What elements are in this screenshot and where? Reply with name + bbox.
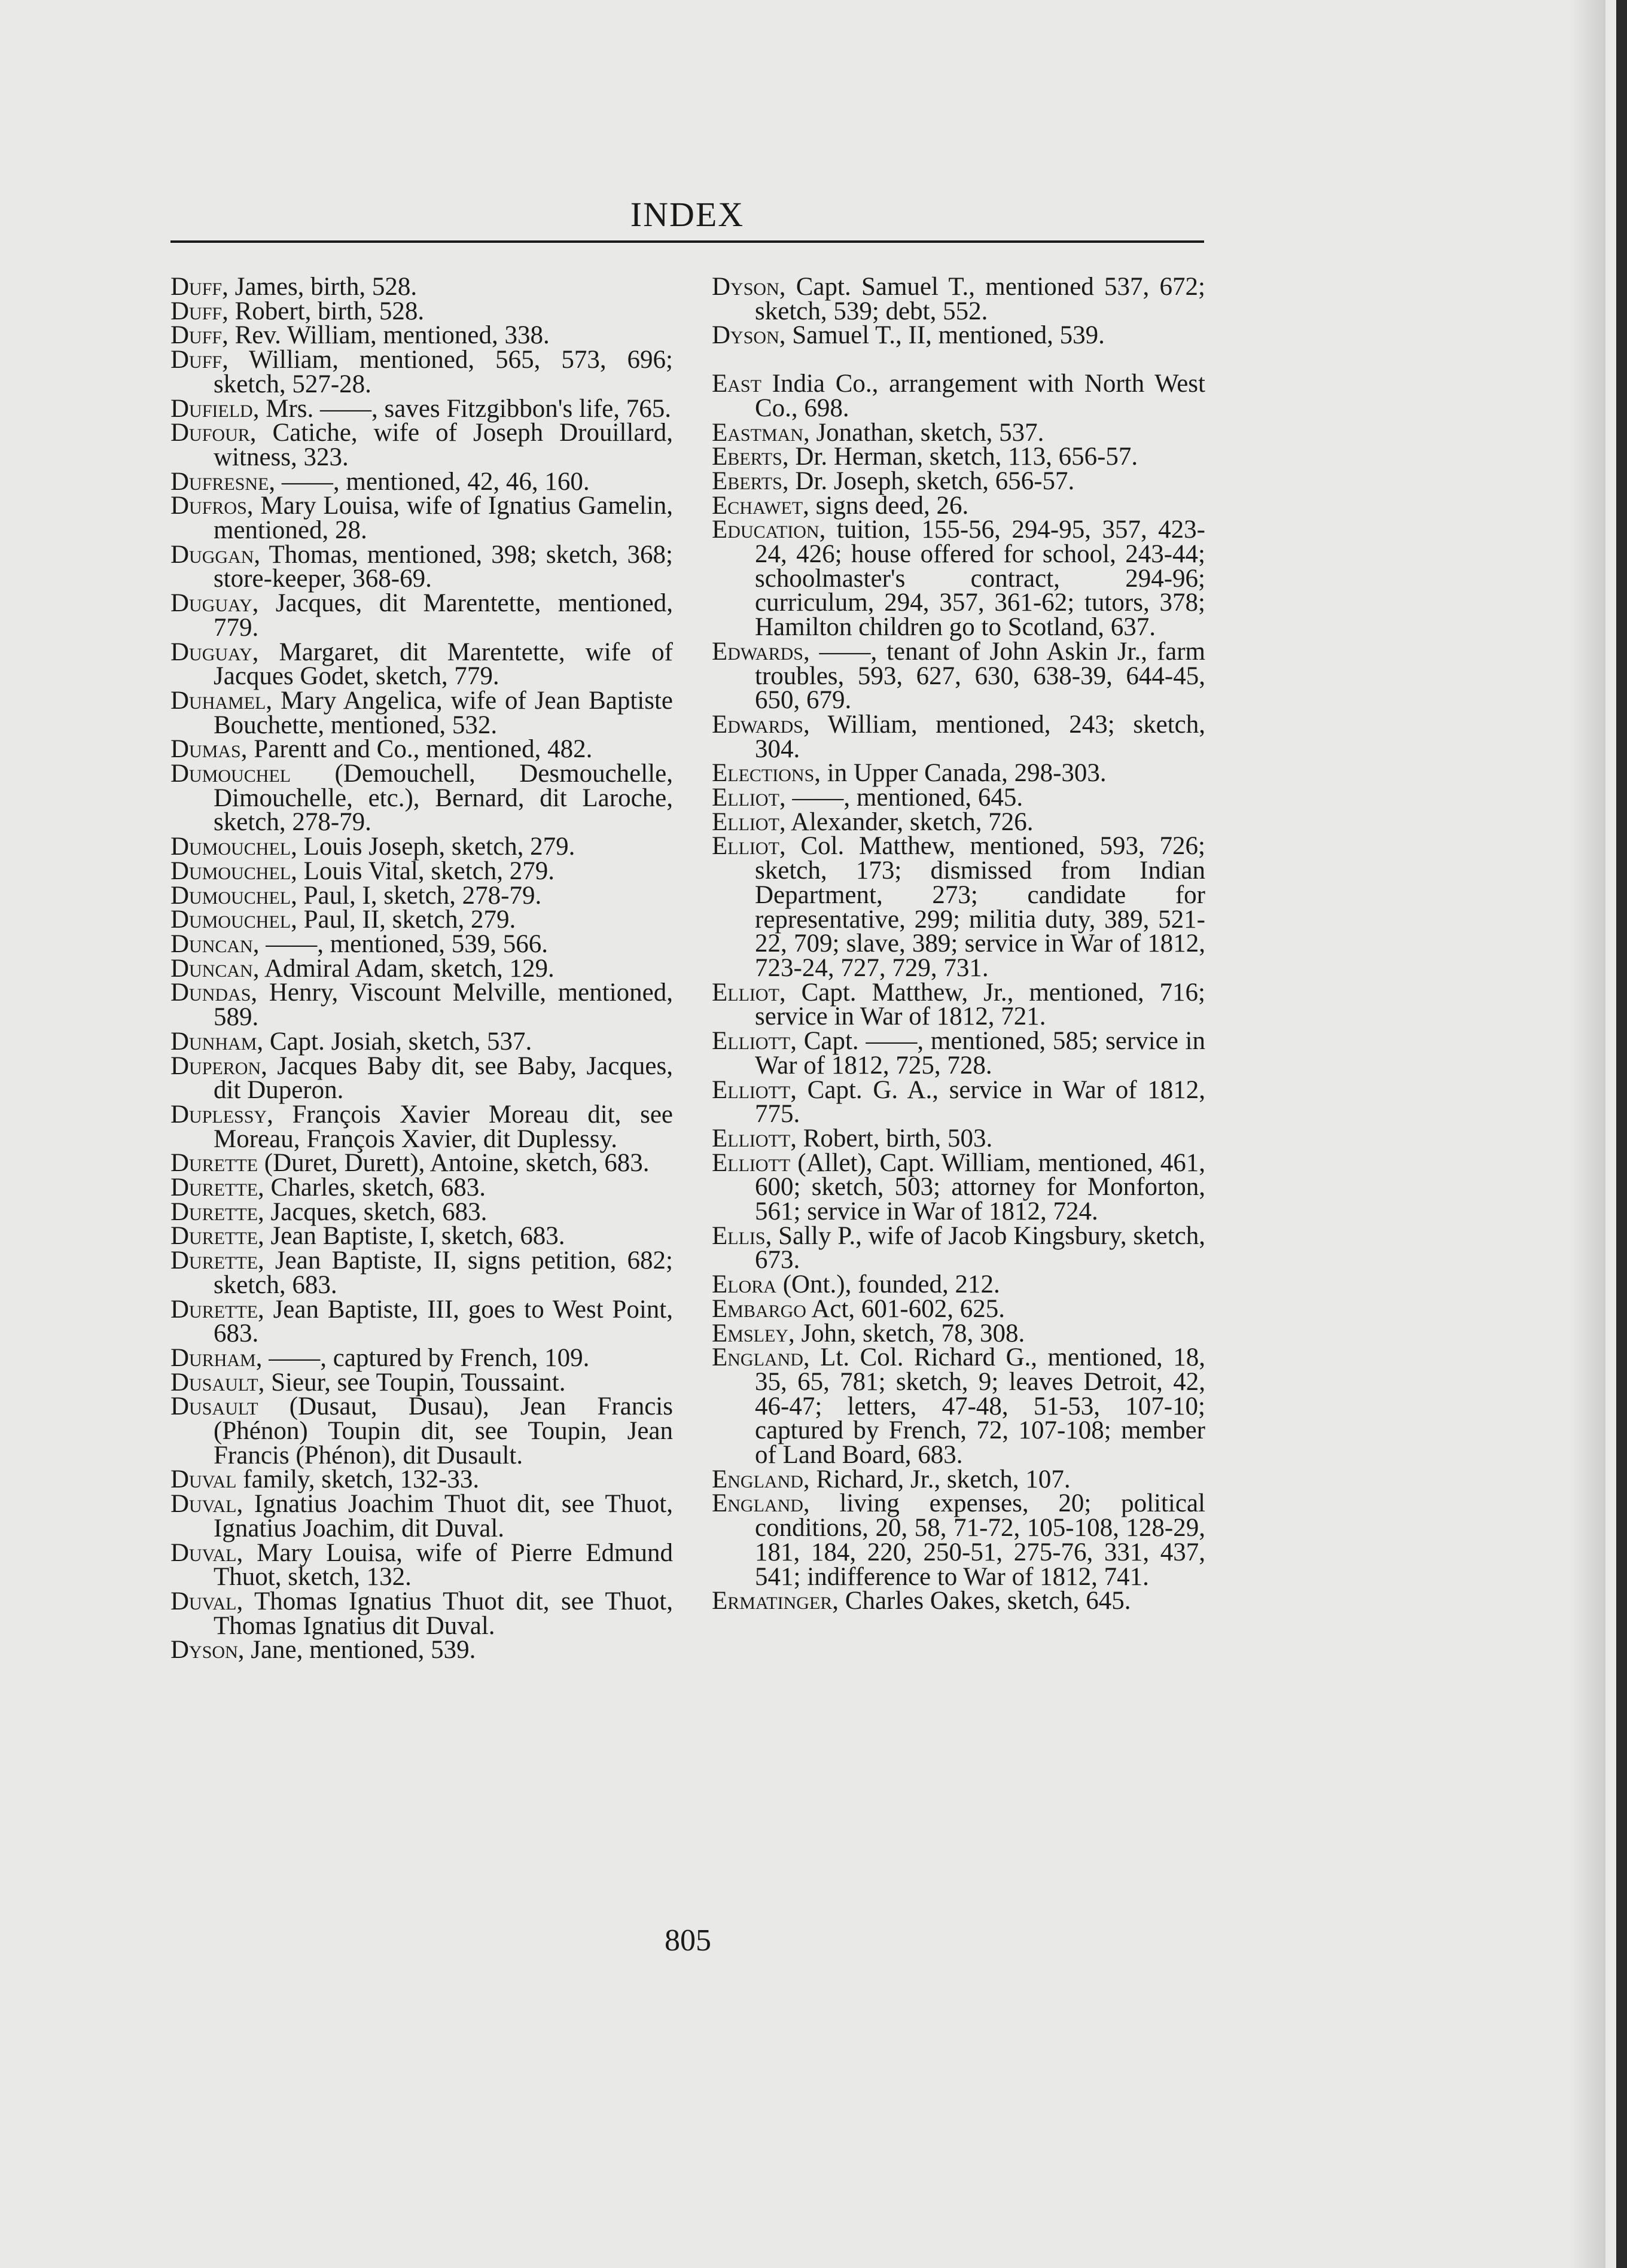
index-entry-text: , ——, mentioned, 42, 46, 160. (269, 467, 590, 496)
index-entry-text: , Parentt and Co., mentioned, 482. (240, 735, 593, 764)
index-entry-heading: Elora (712, 1270, 776, 1299)
index-entry (170, 394, 673, 423)
index-entry-text: , Jacques Baby dit, see Baby, Jacques, dit Duperon. (214, 1051, 673, 1105)
index-entry (712, 978, 1205, 1031)
index-entry-heading: Durette (170, 1173, 258, 1202)
index-entry-heading: Durette (170, 1246, 258, 1275)
index-entry-text: Act, 601-602, 625. (806, 1294, 1006, 1323)
index-entry-heading: England (712, 1489, 803, 1518)
index-column-right (712, 275, 1205, 1614)
index-entry-heading: Duff (170, 297, 223, 325)
index-entry-heading: Eberts (712, 467, 782, 495)
page-edge-shadow (1570, 0, 1605, 2268)
index-entry-text: , Lt. Col. Richard G., mentioned, 18, 35, 65, 781; sketch, 9; leaves Detroit, 42, 46-47; letters, 47-48, 51-53, 107-10; captured by French, 72, 107-108; member of Land Board, 683. (755, 1343, 1205, 1470)
index-entry (170, 1051, 673, 1105)
index-entry-heading: England (712, 1465, 803, 1493)
index-entry-text: , Jean Baptiste, I, sketch, 683. (258, 1222, 565, 1251)
index-entry-text: , Admiral Adam, sketch, 129. (252, 954, 554, 983)
index-entry (712, 1319, 1205, 1348)
index-entry (712, 710, 1205, 763)
index-entry-heading: Dundas (170, 978, 251, 1007)
index-entry-text: , Paul, I, sketch, 278-79. (291, 881, 542, 910)
index-entry-heading: Dufield (170, 394, 253, 423)
index-entry-text: , William, mentioned, 243; sketch, 304. (755, 710, 1205, 763)
index-entry-text: , Capt. Josiah, sketch, 537. (257, 1027, 532, 1056)
index-entry-heading: Ermatinger (712, 1587, 833, 1615)
index-entry (712, 518, 1205, 640)
index-entry-heading: Elliott (712, 1124, 791, 1153)
index-entry-text: , Jean Baptiste, II, signs petition, 682; sketch, 683. (214, 1246, 673, 1299)
index-entry-text: , Mary Louisa, wife of Ignatius Gamelin, mentioned, 28. (214, 492, 673, 545)
index-entry-text: , in Upper Canada, 298-303. (814, 759, 1107, 788)
index-entry-heading: England (712, 1343, 803, 1372)
index-entry (712, 786, 1205, 810)
index-entry-text: , Catiche, wife of Joseph Drouillard, witness, 323. (214, 419, 673, 471)
index-entry-heading: Embargo (712, 1294, 806, 1323)
index-entry-heading: Dyson (170, 1636, 238, 1665)
index-entry-heading: Dufresne (170, 467, 269, 496)
index-entry (170, 1587, 673, 1640)
index-entry (712, 761, 1205, 786)
index-entry-text: , Robert, birth, 503. (790, 1124, 993, 1153)
index-entry-text: , Robert, birth, 528. (222, 297, 425, 325)
index-entry-heading: Dufour (170, 419, 250, 447)
index-entry (170, 835, 673, 859)
index-entry-heading: Elliott (712, 1148, 791, 1177)
index-entry-heading: Duguay (170, 638, 252, 666)
index-entry (170, 1368, 673, 1397)
index-entry (170, 589, 673, 642)
index-entry-text: , Capt. ——, mentioned, 585; service in War of 1812, 725, 728. (755, 1027, 1205, 1080)
index-entry-text: , James, birth, 528. (222, 273, 418, 301)
index-entry (170, 954, 673, 983)
index-entry-text: , Louis Vital, sketch, 279. (291, 856, 554, 885)
index-entry (170, 275, 673, 300)
index-entry (170, 638, 673, 691)
index-entry (712, 1124, 1205, 1153)
index-entry-text: , Charles, sketch, 683. (258, 1173, 486, 1202)
index-entry-heading: Edwards (712, 710, 803, 739)
index-entry-text: , ——, mentioned, 539, 566. (252, 929, 548, 958)
index-entry (712, 807, 1205, 836)
index-entry-heading: Durette (170, 1222, 258, 1251)
index-entry-text: , Jacques, dit Marentette, mentioned, 779. (214, 589, 673, 642)
index-entry (712, 445, 1205, 470)
index-entry-text: , ——, mentioned, 645. (779, 784, 1023, 812)
index-entry-text: , Dr. Joseph, sketch, 656-57. (782, 467, 1075, 495)
index-entry (170, 1197, 673, 1226)
index-entry (170, 348, 673, 397)
index-entry-heading: Dumouchel (170, 833, 291, 861)
index-entry-heading: Duggan (170, 540, 254, 569)
index-entry (170, 1343, 673, 1372)
index-entry-text: (Ont.), founded, 212. (776, 1270, 1000, 1299)
index-entry-text: , Henry, Viscount Melville, mentioned, 589. (214, 978, 673, 1032)
index-entry (170, 1638, 673, 1663)
index-entry-text: , Capt. Samuel T., mentioned 537, 672; sketch, 539; debt, 552. (755, 273, 1205, 325)
index-entry-text: , Ignatius Joachim Thuot dit, see Thuot, Ignatius Joachim, dit Duval. (214, 1490, 673, 1543)
index-entry-heading: Dumouchel (170, 881, 291, 910)
index-entry (170, 540, 673, 593)
index-entry (170, 1392, 673, 1470)
index-entry (712, 372, 1205, 420)
index-entry (170, 1100, 673, 1153)
index-entry (712, 834, 1205, 980)
index-entry-heading: Education (712, 516, 819, 544)
index-entry-text: , Alexander, sketch, 726. (779, 807, 1034, 836)
index-entry-text: , tuition, 155-56, 294-95, 357, 423-24, 426; house offered for school, 243-44; schoolmaster's contract, 294-96; curriculum, 294, 357, 361-62; tutors, 378; Hamilton children go to Scotland, 637. (755, 516, 1205, 642)
index-entry-heading: Duguay (170, 589, 252, 618)
index-entry-text: , Dr. Herman, sketch, 113, 656-57. (782, 443, 1138, 471)
index-entry-heading: Emsley (712, 1319, 788, 1348)
index-entry-heading: Dunham (170, 1027, 257, 1056)
index-entry-text: , Mrs. ——, saves Fitzgibbon's life, 765. (252, 394, 672, 423)
index-entry-heading: Elliott (712, 1027, 791, 1056)
index-entry-text: , Jonathan, sketch, 537. (803, 418, 1044, 447)
index-entry-text: , Mary Angelica, wife of Jean Baptiste Bouchette, mentioned, 532. (214, 686, 673, 739)
index-entry (712, 1148, 1205, 1226)
index-entry (170, 1224, 673, 1249)
index-entry-heading: Duval (170, 1465, 237, 1494)
index-entry-heading: Elliot (712, 832, 779, 861)
index-entry-text: , Thomas, mentioned, 398; sketch, 368; store-keeper, 368-69. (214, 540, 673, 593)
index-entry-heading: Dumouchel (170, 856, 291, 885)
index-entry (170, 1295, 673, 1348)
index-entry (170, 686, 673, 739)
index-entry-heading: Duval (170, 1490, 237, 1519)
index-entry-heading: Elliott (712, 1075, 791, 1104)
index-entry-text: , Capt. Matthew, Jr., mentioned, 716; service in War of 1812, 721. (755, 978, 1205, 1031)
index-entry-heading: Durette (170, 1295, 258, 1324)
index-entry (712, 1343, 1205, 1470)
index-entry-text: , John, sketch, 78, 308. (788, 1319, 1025, 1348)
index-entry (170, 881, 673, 910)
index-entry-text: , signs deed, 26. (803, 491, 969, 520)
index-entry-text: , ——, tenant of John Askin Jr., farm troubles, 593, 627, 630, 638-39, 644-45, 650, 679. (755, 637, 1205, 715)
index-entry-text: , Mary Louisa, wife of Pierre Edmund Thuot, sketch, 132. (214, 1538, 673, 1592)
index-entry-text: (Dusaut, Dusau), Jean Francis (Phénon) Toupin dit, see Toupin, Jean Francis (Phénon), dit Dusault. (214, 1392, 673, 1470)
index-entry-text: (Allet), Capt. William, mentioned, 461, 600; sketch, 503; attorney for Monforton, 561; service in War of 1812, 724. (755, 1148, 1205, 1226)
index-entry (170, 762, 673, 835)
index-entry (712, 1221, 1205, 1275)
index-entry-text: , Rev. William, mentioned, 338. (222, 321, 550, 350)
index-entry-text: , Jane, mentioned, 539. (237, 1636, 476, 1665)
index-entry-text: , ——, captured by French, 109. (255, 1343, 590, 1372)
index-entry (170, 1492, 673, 1541)
index-entry (712, 1589, 1205, 1614)
index-entry (712, 1294, 1205, 1323)
index-entry-text: India Co., arrangement with North West Co., 698. (755, 370, 1205, 422)
index-entry (170, 1538, 673, 1592)
index-entry (170, 421, 673, 470)
index-entry (170, 1173, 673, 1202)
index-entry (712, 1489, 1205, 1591)
page-number: 805 (665, 1923, 711, 1958)
index-entry-heading: Duval (170, 1587, 237, 1615)
page-title: INDEX (630, 195, 745, 234)
index-entry-text: , François Xavier Moreau dit, see Moreau, François Xavier, dit Duplessy. (214, 1100, 673, 1153)
index-entry (712, 275, 1205, 324)
index-entry (712, 1075, 1205, 1129)
index-entry-heading: Duplessy (170, 1100, 267, 1129)
index-entry-text: family, sketch, 132-33. (236, 1465, 480, 1494)
index-entry-text: , Charles Oakes, sketch, 645. (832, 1587, 1131, 1615)
index-entry-text: , Paul, II, sketch, 279. (291, 906, 516, 934)
index-entry-heading: Echawet (712, 491, 803, 520)
index-entry (170, 856, 673, 885)
index-entry-text: , Col. Matthew, mentioned, 593, 726; sketch, 173; dismissed from Indian Department, 273; candidate for representative, 299; militia duty, 389, 521-22, 709; slave, 389; service in War of 1812, 723-24, 727, 729, 731. (755, 832, 1205, 982)
index-entry-heading: Duff (170, 321, 223, 350)
index-entry-heading: Duncan (170, 954, 253, 983)
index-entry (712, 1465, 1205, 1493)
index-entry-heading: Eastman (712, 418, 803, 447)
index-entry-heading: Dusault (170, 1368, 258, 1397)
index-entry (170, 492, 673, 545)
index-entry-heading: Ellis (712, 1221, 766, 1250)
index-entry-heading: East (712, 370, 761, 398)
index-entry (170, 1246, 673, 1299)
index-entry (712, 467, 1205, 495)
index-entry (170, 1151, 673, 1176)
index-column-left (170, 275, 673, 1663)
index-entry-heading: Dusault (170, 1392, 258, 1421)
index-entry-text: , Samuel T., II, mentioned, 539. (779, 321, 1105, 350)
index-entry-text: , living expenses, 20; political conditions, 20, 58, 71-72, 105-108, 128-29, 181, 184, 220, 250-51, 275-76, 331, 437, 541; indifference to War of 1812, 741. (755, 1489, 1205, 1591)
index-entry (170, 297, 673, 325)
index-entry-heading: Durham (170, 1343, 256, 1372)
index-entry-heading: Duff (170, 346, 223, 374)
index-entry-text: , Sally P., wife of Jacob Kingsbury, sketch, 673. (755, 1221, 1205, 1275)
index-entry-text: , Sieur, see Toupin, Toussaint. (258, 1368, 566, 1397)
index-entry (170, 978, 673, 1032)
index-entry (170, 908, 673, 932)
index-entry-text: , Capt. G. A., service in War of 1812, 775. (755, 1075, 1205, 1129)
index-entry-heading: Dyson (712, 321, 779, 350)
index-entry-heading: Duff (170, 273, 223, 301)
index-entry-heading: Edwards (712, 637, 803, 666)
index-entry-text: , Jacques, sketch, 683. (258, 1197, 488, 1226)
index-entry-heading: Dumouchel (170, 906, 291, 934)
index-entry (712, 1029, 1205, 1078)
index-entry-heading: Duncan (170, 929, 253, 958)
index-entry (170, 321, 673, 350)
index-entry-text: , Louis Joseph, sketch, 279. (291, 833, 575, 861)
index-entry-heading: Duperon (170, 1051, 261, 1080)
index-entry-text: , Margaret, dit Marentette, wife of Jacques Godet, sketch, 779. (214, 638, 673, 691)
index-entry-text: (Duret, Durett), Antoine, sketch, 683. (258, 1149, 650, 1178)
index-entry (170, 1465, 673, 1494)
index-entry (712, 491, 1205, 520)
index-entry-heading: Eberts (712, 443, 782, 471)
index-entry-text: , Thomas Ignatius Thuot dit, see Thuot, Thomas Ignatius dit Duval. (214, 1587, 673, 1640)
index-entry (712, 321, 1205, 350)
index-entry (712, 637, 1205, 715)
index-entry-text: , Jean Baptiste, III, goes to West Point, 683. (214, 1295, 673, 1348)
index-entry (712, 418, 1205, 447)
index-entry (170, 929, 673, 958)
index-entry-heading: Elliot (712, 784, 779, 812)
index-entry-heading: Elliot (712, 807, 779, 836)
index-entry-text: (Demouchell, Desmouchelle, Dimouchelle, etc.), Bernard, dit Laroche, sketch, 278-79. (214, 760, 673, 837)
index-entry-heading: Duhamel (170, 686, 266, 715)
index-entry-heading: Durette (170, 1197, 258, 1226)
index-entry (170, 737, 673, 762)
index-entry (170, 1027, 673, 1056)
index-entry-heading: Dumas (170, 735, 241, 764)
index-entry-heading: Dyson (712, 273, 779, 301)
index-entry-heading: Elliot (712, 978, 779, 1007)
index-entry (712, 1270, 1205, 1299)
header-rule (170, 240, 1204, 243)
index-entry-heading: Dufros (170, 492, 247, 520)
index-entry-heading: Elections (712, 759, 815, 788)
index-entry-heading: Durette (170, 1149, 258, 1178)
index-entry (170, 467, 673, 496)
index-entry-heading: Dumouchel (170, 760, 291, 788)
index-entry-heading: Duval (170, 1538, 237, 1567)
index-entry-text: , Richard, Jr., sketch, 107. (803, 1465, 1071, 1493)
index-entry-text: , William, mentioned, 565, 573, 696; sketch, 527-28. (214, 346, 673, 398)
